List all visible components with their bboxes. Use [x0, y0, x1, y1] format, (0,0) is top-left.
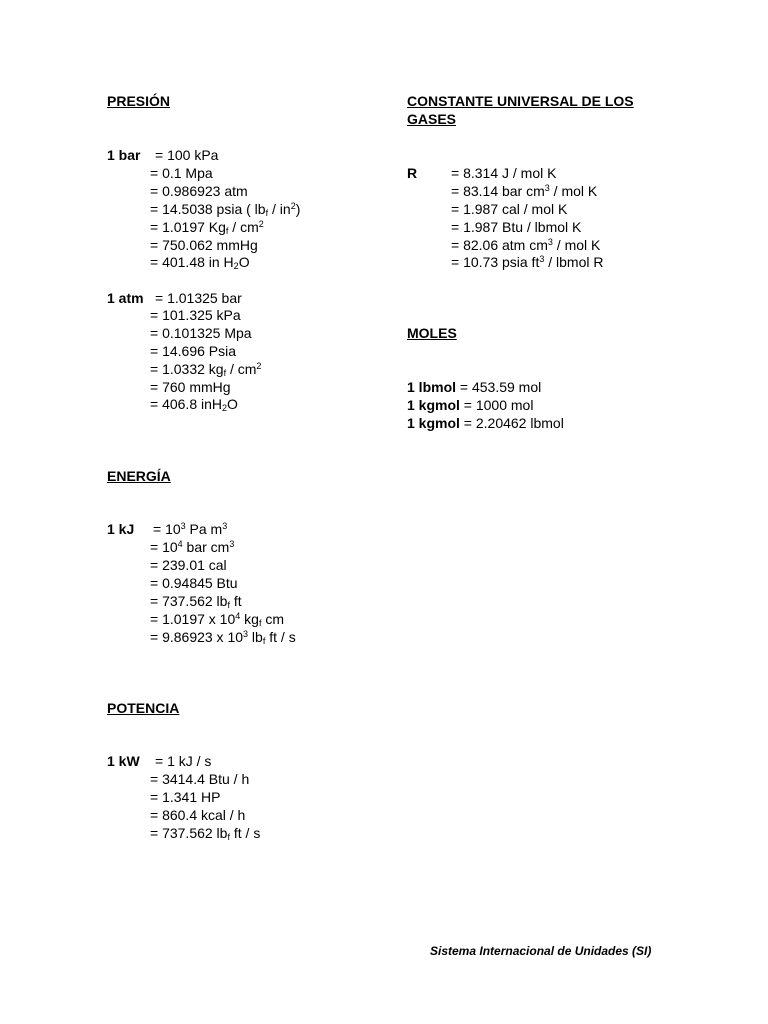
moles-value: = 2.20462 lbmol	[463, 415, 564, 431]
bar-value-2: = 0.1 Mpa	[150, 165, 213, 181]
energy-value-2: = $10^4$ bar $cm^3$	[150, 539, 235, 555]
energy-value-7: = 9.86923 x $10^3$ $lb_f$ ft / s	[150, 629, 296, 646]
page-footer: Sistema Internacional de Unidades (SI)	[430, 944, 652, 958]
gas-constant-label: R	[407, 165, 418, 181]
bar-value-4: = 14.5038 psia ( $lb_f / in^2$)	[150, 201, 301, 218]
energy-label: 1 kJ	[107, 521, 135, 537]
atm-value-7: = 406.8 inH$_2$O	[150, 396, 238, 413]
energy-value-3: = 239.01 cal	[150, 557, 227, 573]
gas-value-6: = 10.73 psia $ft^3$ / lbmol R	[451, 254, 604, 270]
gas-value-1: = 8.314 J / mol K	[451, 165, 557, 181]
bar-value-7: = 401.48 in $H_2O$	[150, 254, 250, 271]
power-value-5: = 737.562 $lb_f$ ft / s	[150, 825, 261, 842]
bar-value-1: = 100 kPa	[155, 147, 219, 163]
gas-value-4: = 1.987 Btu / lbmol K	[451, 219, 582, 235]
atm-value-4: = 14.696 Psia	[150, 343, 237, 359]
atm-row-1	[107, 289, 144, 307]
power-label-row	[107, 752, 140, 770]
atm-value-3: = 0.101325 Mpa	[150, 325, 252, 341]
moles-row	[407, 396, 533, 414]
moles-row	[407, 414, 564, 432]
gas-value-3: = 1.987 cal / mol K	[451, 201, 568, 217]
power-value-2: = 3414.4 Btu / h	[150, 771, 250, 787]
atm-value-6: = 760 mmHg	[150, 379, 231, 395]
energy-heading: ENERGÍA	[107, 468, 171, 484]
moles-label: 1 kgmol	[407, 415, 460, 431]
moles-heading: MOLES	[407, 325, 457, 341]
pressure-heading: PRESIÓN	[107, 93, 171, 109]
moles-label: 1 lbmol	[407, 379, 457, 395]
power-label: 1 kW	[107, 753, 140, 769]
energy-value-6: = 1.0197 x $10^4$ $kg_f$ cm	[150, 611, 285, 628]
moles-value: = 453.59 mol	[459, 379, 542, 395]
power-value-3: = 1.341 HP	[150, 789, 221, 805]
bar-row-1	[107, 146, 140, 164]
moles-row	[407, 378, 541, 396]
atm-value-5: = 1.0332 $kg_f / cm^2$	[150, 361, 262, 378]
bar-label: 1 bar	[107, 147, 141, 163]
gas-value-5: = 82.06 atm $cm^3$ / mol K	[451, 237, 601, 253]
energy-value-5: = 737.562 $lb_f$ ft	[150, 593, 242, 610]
atm-value-1: = 1.01325 bar	[155, 290, 242, 306]
power-value-4: = 860.4 kcal / h	[150, 807, 246, 823]
gas-constant-heading-2: GASES	[407, 111, 457, 127]
bar-value-3: = 0.986923 atm	[150, 183, 248, 199]
energy-value-1: = $10^3$ Pa $m^3$	[153, 521, 228, 537]
power-heading: POTENCIA	[107, 700, 180, 716]
power-value-1: = 1 kJ / s	[155, 753, 212, 769]
atm-label: 1 atm	[107, 290, 144, 306]
bar-value-6: = 750.062 mmHg	[150, 237, 258, 253]
energy-label-row	[107, 520, 134, 538]
gas-constant-heading-1: CONSTANTE UNIVERSAL DE LOS	[407, 93, 634, 109]
energy-value-4: = 0.94845 Btu	[150, 575, 238, 591]
gas-value-2: = 83.14 bar $cm^3$ / mol K	[451, 183, 598, 199]
atm-value-2: = 101.325 kPa	[150, 307, 241, 323]
moles-label: 1 kgmol	[407, 397, 460, 413]
moles-value: = 1000 mol	[463, 397, 534, 413]
gas-constant-label-row	[407, 164, 417, 182]
bar-value-5: = 1.0197 $Kg_f / cm^2$	[150, 219, 264, 236]
